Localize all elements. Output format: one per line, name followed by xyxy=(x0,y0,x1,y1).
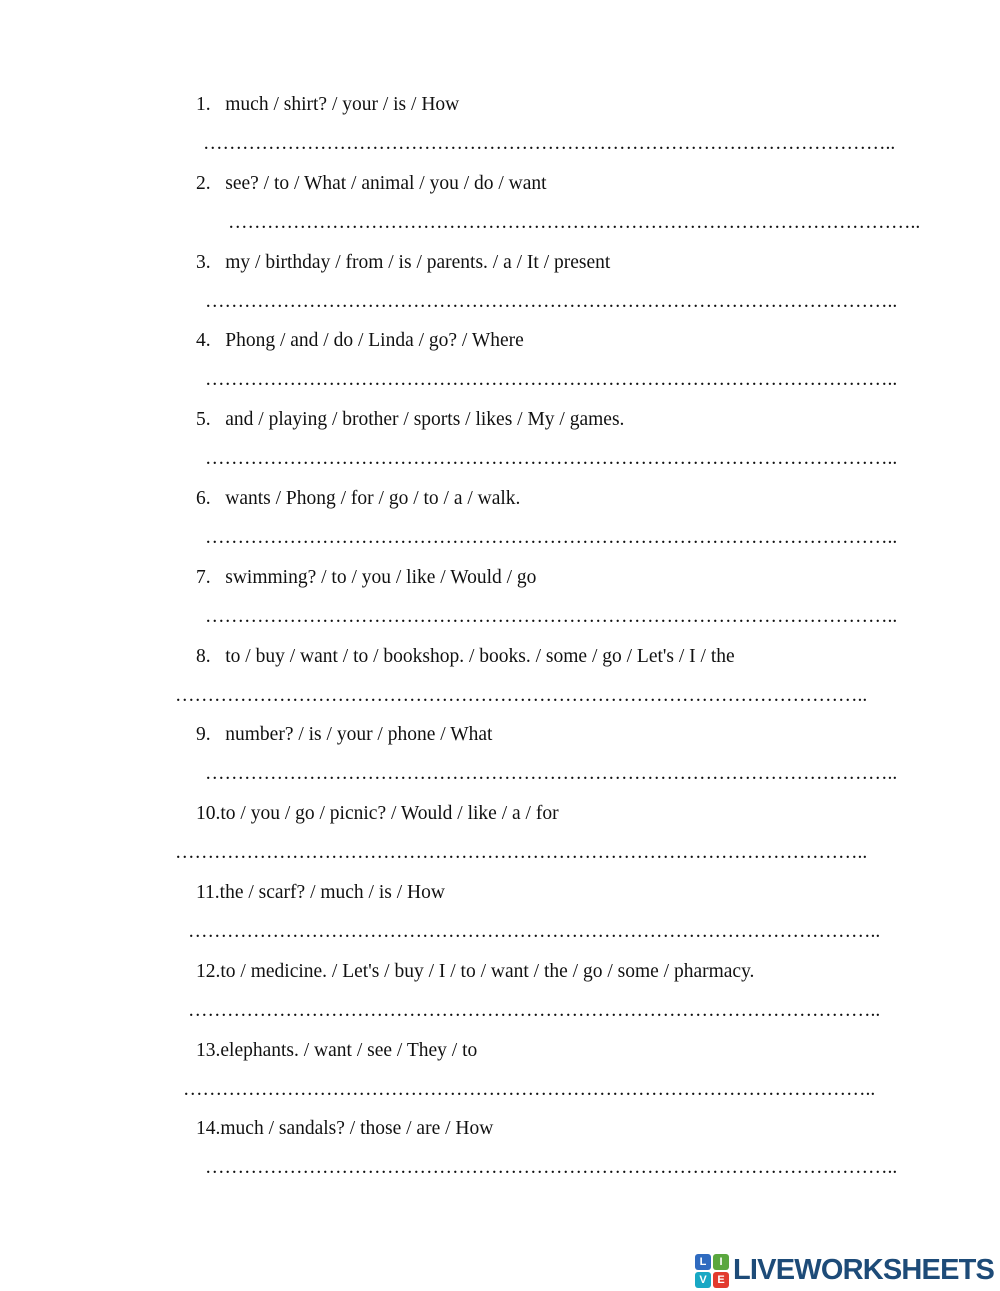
worksheet-item xyxy=(0,1038,1000,1117)
item-number: 5. xyxy=(196,409,226,431)
worksheet-item xyxy=(0,171,1000,250)
worksheet-item xyxy=(0,644,1000,723)
item-number: 6. xyxy=(196,487,226,509)
answer-line: …………………………………………………………………………………………….. xyxy=(205,369,898,391)
worksheet-item xyxy=(0,328,1000,407)
exercise-list xyxy=(0,92,1000,1195)
answer-line: …………………………………………………………………………………………….. xyxy=(205,605,898,627)
item-words: much / shirt? / your / is / How xyxy=(225,94,460,115)
scrambled-sentence xyxy=(0,250,1000,276)
item-number: 1. xyxy=(196,94,226,115)
item-words: see? / to / What / animal / you / do / want xyxy=(225,172,547,194)
logo-square-v: V xyxy=(695,1272,711,1288)
item-words: Phong / and / do / Linda / go? / Where xyxy=(225,330,524,352)
worksheet-item xyxy=(0,92,1000,171)
worksheet-item xyxy=(0,801,1000,880)
worksheet-item xyxy=(0,722,1000,801)
liveworksheets-logo xyxy=(695,1252,994,1288)
answer-line: …………………………………………………………………………………………….. xyxy=(183,1078,876,1100)
item-number: 4. xyxy=(196,330,226,352)
answer-line: …………………………………………………………………………………………….. xyxy=(205,290,898,312)
item-words: and / playing / brother / sports / likes / My / games. xyxy=(225,409,625,431)
scrambled-sentence xyxy=(0,328,1000,354)
answer-line: …………………………………………………………………………………………….. xyxy=(188,999,881,1021)
scrambled-sentence xyxy=(0,801,1000,827)
answer-line: …………………………………………………………………………………………….. xyxy=(203,133,896,154)
worksheet-item xyxy=(0,565,1000,644)
scrambled-sentence xyxy=(0,171,1000,197)
item-words: to / medicine. / Let's / buy / I / to / want / the / go / some / pharmacy. xyxy=(220,960,755,982)
item-number: 10. xyxy=(196,803,221,825)
item-number: 14. xyxy=(196,1118,221,1140)
item-number: 8. xyxy=(196,645,226,667)
worksheet-item xyxy=(0,407,1000,486)
liveworksheets-logo-icon xyxy=(695,1254,729,1288)
item-words: my / birthday / from / is / parents. / a / It / present xyxy=(225,251,611,273)
answer-line: …………………………………………………………………………………………….. xyxy=(228,211,921,233)
worksheet-item xyxy=(0,880,1000,959)
scrambled-sentence xyxy=(0,1116,1000,1142)
scrambled-sentence xyxy=(0,486,1000,512)
scrambled-sentence xyxy=(0,1038,1000,1064)
logo-square-l: L xyxy=(695,1254,711,1270)
logo-square-e: E xyxy=(713,1272,729,1288)
item-number: 11. xyxy=(196,881,220,903)
item-words: to / you / go / picnic? / Would / like / a / for xyxy=(220,803,559,825)
answer-line: …………………………………………………………………………………………….. xyxy=(205,1157,898,1179)
worksheet-item xyxy=(0,486,1000,565)
item-words: much / sandals? / those / are / How xyxy=(220,1118,494,1140)
worksheet-item xyxy=(0,1116,1000,1195)
item-number: 9. xyxy=(196,724,226,746)
scrambled-sentence xyxy=(0,959,1000,985)
scrambled-sentence xyxy=(0,644,1000,670)
answer-line: …………………………………………………………………………………………….. xyxy=(205,526,898,548)
answer-line: …………………………………………………………………………………………….. xyxy=(205,763,898,785)
scrambled-sentence xyxy=(0,92,1000,118)
scrambled-sentence xyxy=(0,407,1000,433)
item-words: wants / Phong / for / go / to / a / walk. xyxy=(225,487,521,509)
liveworksheets-wordmark: LIVEWORKSHEETS xyxy=(733,1254,995,1286)
item-words: the / scarf? / much / is / How xyxy=(219,881,445,903)
item-words: swimming? / to / you / like / Would / go xyxy=(225,566,537,588)
item-number: 13. xyxy=(196,1039,221,1061)
worksheet-item xyxy=(0,959,1000,1038)
answer-line: …………………………………………………………………………………………….. xyxy=(205,448,898,470)
item-words: number? / is / your / phone / What xyxy=(225,724,493,746)
item-number: 2. xyxy=(196,172,226,194)
item-number: 7. xyxy=(196,566,226,588)
scrambled-sentence xyxy=(0,880,1000,906)
worksheet-item xyxy=(0,250,1000,329)
item-words: elephants. / want / see / They / to xyxy=(220,1039,478,1061)
answer-line: …………………………………………………………………………………………….. xyxy=(175,684,868,706)
item-number: 3. xyxy=(196,251,226,273)
logo-square-i: I xyxy=(713,1254,729,1270)
answer-line: …………………………………………………………………………………………….. xyxy=(175,842,868,864)
item-words: to / buy / want / to / bookshop. / books. / some / go / Let's / I / the xyxy=(225,645,735,667)
scrambled-sentence xyxy=(0,565,1000,591)
scrambled-sentence xyxy=(0,722,1000,748)
answer-line: …………………………………………………………………………………………….. xyxy=(188,920,881,942)
item-number: 12. xyxy=(196,960,221,982)
